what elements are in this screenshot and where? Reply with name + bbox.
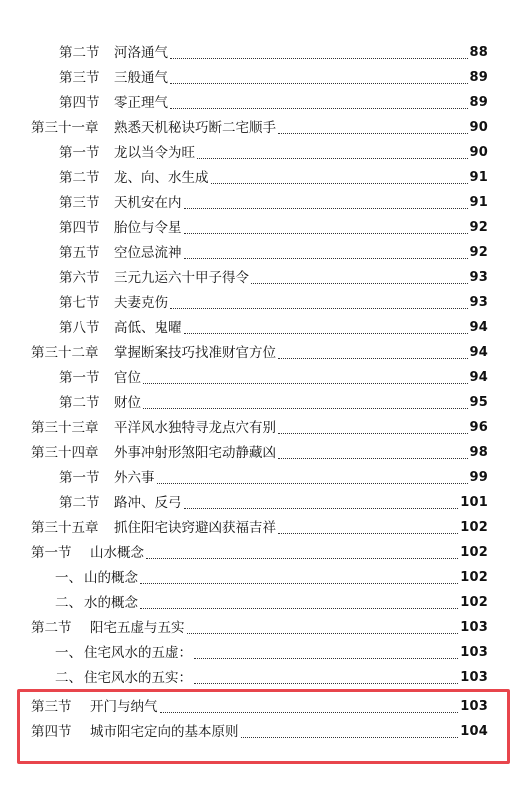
dot-leader (194, 683, 458, 684)
toc-entry[interactable] (59, 315, 488, 337)
toc-entry-number: 二、 (55, 595, 82, 611)
dot-leader (184, 233, 468, 234)
toc-entry-page-number: 102 (460, 570, 488, 585)
toc-entry[interactable] (59, 390, 488, 412)
toc-entry-title: 山水概念 (90, 545, 144, 561)
toc-entry[interactable] (59, 140, 488, 162)
dot-leader (170, 58, 468, 59)
toc-entry[interactable] (31, 340, 488, 362)
toc-entry[interactable] (55, 665, 488, 687)
toc-entry[interactable] (59, 240, 488, 262)
toc-entry-page-number: 94 (469, 320, 488, 335)
toc-entry-number: 第二节 (59, 495, 100, 511)
toc-entry-page-number: 101 (460, 495, 488, 510)
toc-entry-title: 抓住阳宅诀窍避凶获福吉祥 (114, 520, 276, 536)
toc-entry-page-number: 102 (460, 545, 488, 560)
toc-entry[interactable] (55, 640, 488, 662)
toc-entry-number: 第一节 (31, 545, 72, 561)
toc-entry-number: 第二节 (59, 45, 100, 61)
toc-entry-number: 一、 (55, 570, 82, 586)
toc-entry-title: 城市阳宅定向的基本原则 (90, 724, 239, 740)
dot-leader (140, 608, 458, 609)
dot-leader (143, 383, 468, 384)
toc-entry-page-number: 90 (469, 120, 488, 135)
toc-entry-title: 外六事 (114, 470, 155, 486)
toc-entry-title: 熟悉天机秘诀巧断二宅顺手 (114, 120, 276, 136)
dot-leader (278, 533, 458, 534)
toc-entry[interactable] (59, 365, 488, 387)
toc-entry-page-number: 102 (460, 520, 488, 535)
dot-leader (184, 208, 468, 209)
toc-entry[interactable] (59, 190, 488, 212)
toc-entry-page-number: 93 (469, 295, 488, 310)
toc-entry-page-number: 91 (469, 170, 488, 185)
toc-entry-page-number: 92 (469, 245, 488, 260)
toc-entry-number: 第二节 (31, 620, 72, 636)
toc-entry-number: 第七节 (59, 295, 100, 311)
toc-entry-number: 第一节 (59, 370, 100, 386)
dot-leader (184, 508, 459, 509)
toc-entry-number: 第三十二章 (31, 345, 99, 361)
toc-entry-page-number: 88 (469, 45, 488, 60)
dot-leader (251, 283, 468, 284)
toc-entry-title: 路冲、反弓 (114, 495, 182, 511)
toc-entry[interactable] (59, 215, 488, 237)
toc-entry-title: 零正理气 (114, 95, 168, 111)
toc-entry-number: 第二节 (59, 170, 100, 186)
toc-entry-title: 开门与纳气 (90, 699, 158, 715)
toc-entry[interactable] (59, 90, 488, 112)
toc-entry-number: 第三十五章 (31, 520, 99, 536)
toc-entry-page-number: 99 (469, 470, 488, 485)
toc-entry-title: 水的概念 (84, 595, 138, 611)
toc-entry-title: 空位忌流神 (114, 245, 182, 261)
toc-entry-title: 掌握断案技巧找准财官方位 (114, 345, 276, 361)
dot-leader (143, 408, 468, 409)
toc-entry-number: 第五节 (59, 245, 100, 261)
toc-entry-number: 第四节 (59, 220, 100, 236)
toc-entry-title: 住宅风水的五虚： (84, 645, 192, 661)
toc-entry[interactable] (31, 540, 488, 562)
toc-entry-page-number: 92 (469, 220, 488, 235)
highlight-box (17, 689, 510, 764)
toc-entry-title: 河洛通气 (114, 45, 168, 61)
toc-entry-page-number: 98 (469, 445, 488, 460)
toc-entry[interactable] (59, 265, 488, 287)
toc-entry-number: 二、 (55, 670, 82, 686)
toc-entry[interactable] (31, 415, 488, 437)
toc-entry[interactable] (31, 115, 488, 137)
toc-entry[interactable] (55, 565, 488, 587)
dot-leader (170, 308, 468, 309)
toc-entry-title: 财位 (114, 395, 141, 411)
toc-entry-title: 龙以当令为旺 (114, 145, 195, 161)
dot-leader (170, 108, 468, 109)
toc-entry[interactable] (59, 40, 488, 62)
dot-leader (278, 133, 468, 134)
toc-entry-number: 第三节 (59, 70, 100, 86)
toc-entry-title: 龙、向、水生成 (114, 170, 209, 186)
toc-entry-page-number: 90 (469, 145, 488, 160)
toc-entry-title: 夫妻克伤 (114, 295, 168, 311)
dot-leader (211, 183, 468, 184)
toc-entry[interactable] (59, 465, 488, 487)
toc-entry-number: 一、 (55, 645, 82, 661)
toc-entry-page-number: 94 (469, 370, 488, 385)
dot-leader (278, 458, 468, 459)
toc-entry-title: 住宅风水的五实： (84, 670, 192, 686)
dot-leader (278, 358, 468, 359)
dot-leader (184, 333, 468, 334)
toc-entry[interactable] (59, 290, 488, 312)
toc-entry-page-number: 89 (469, 95, 488, 110)
toc-entry-page-number: 102 (460, 595, 488, 610)
toc-entry-number: 第三节 (31, 699, 72, 715)
toc-entry-number: 第四节 (31, 724, 72, 740)
toc-entry-title: 三元九运六十甲子得令 (114, 270, 249, 286)
toc-entry-page-number: 103 (460, 645, 488, 660)
toc-entry-page-number: 103 (460, 670, 488, 685)
toc-entry-page-number: 96 (469, 420, 488, 435)
dot-leader (197, 158, 468, 159)
toc-entry[interactable] (31, 615, 488, 637)
toc-entry[interactable] (59, 65, 488, 87)
dot-leader (187, 633, 459, 634)
toc-entry-number: 第三十一章 (31, 120, 99, 136)
dot-leader (170, 83, 468, 84)
toc-entry-page-number: 103 (460, 620, 488, 635)
toc-entry[interactable] (59, 490, 488, 512)
dot-leader (157, 483, 468, 484)
toc-entry-title: 阳宅五虚与五实 (90, 620, 185, 636)
toc-entry-title: 官位 (114, 370, 141, 386)
dot-leader (146, 558, 458, 559)
dot-leader (194, 658, 458, 659)
toc-entry-title: 三般通气 (114, 70, 168, 86)
toc-entry-page-number: 93 (469, 270, 488, 285)
toc-entry-number: 第一节 (59, 470, 100, 486)
toc-entry-title: 高低、鬼曜 (114, 320, 182, 336)
toc-entry-number: 第八节 (59, 320, 100, 336)
toc-entry-page-number: 91 (469, 195, 488, 210)
toc-entry[interactable] (31, 440, 488, 462)
toc-entry-title: 胎位与令星 (114, 220, 182, 236)
toc-entry-number: 第三节 (59, 195, 100, 211)
dot-leader (184, 258, 468, 259)
toc-entry-number: 第二节 (59, 395, 100, 411)
toc-entry-title: 天机安在内 (114, 195, 182, 211)
toc-entry-number: 第四节 (59, 95, 100, 111)
dot-leader (278, 433, 468, 434)
dot-leader (140, 583, 458, 584)
toc-entry-title: 外事冲射形煞阳宅动静藏凶 (114, 445, 276, 461)
toc-entry-page-number: 89 (469, 70, 488, 85)
toc-entry-title: 平洋风水独特寻龙点穴有别 (114, 420, 276, 436)
toc-entry[interactable] (59, 165, 488, 187)
toc-entry-number: 第六节 (59, 270, 100, 286)
toc-entry-number: 第一节 (59, 145, 100, 161)
toc-entry-page-number: 94 (469, 345, 488, 360)
toc-entry-number: 第三十四章 (31, 445, 99, 461)
toc-entry-page-number: 103 (460, 699, 488, 714)
toc-entry-page-number: 104 (460, 724, 488, 739)
toc-entry[interactable] (31, 515, 488, 537)
toc-entry-title: 山的概念 (84, 570, 138, 586)
toc-entry-number: 第三十三章 (31, 420, 99, 436)
toc-entry[interactable] (55, 590, 488, 612)
toc-entry-page-number: 95 (469, 395, 488, 410)
